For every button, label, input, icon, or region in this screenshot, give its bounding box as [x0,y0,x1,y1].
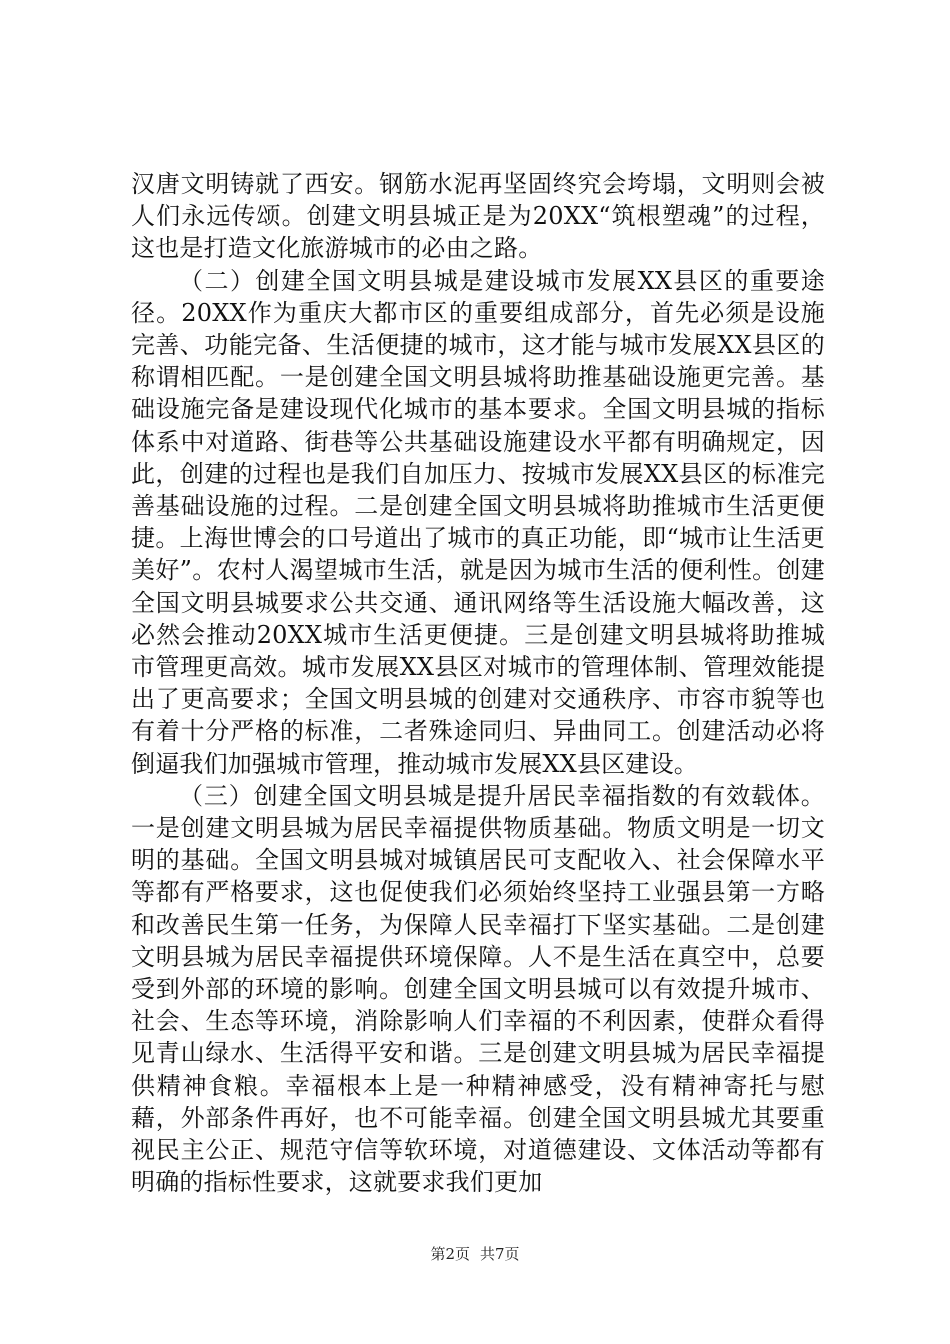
paragraph-section-2: （二）创建全国文明县城是建设城市发展XX县区的重要途径。20XX作为重庆大都市区的重要组成部分，首先必须是设施完善、功能完备、生活便捷的城市，这才能与城市发展XX县区的称谓相匹配。一是创建全国文明县城将助推基础设施更完善。基础设施完备是建设现代化城市的基本要求。全国文明县城的指标体系中对道路、街巷等公共基础设施建设水平都有明确规定，因此，创建的过程也是我们自加压力、按城市发展XX县区的标准完善基础设施的过程。二是创建全国文明县城将助推城市生活更便捷。上海世博会的口号道出了城市的真正功能，即“城市让生活更美好”。农村人渴望城市生活，就是因为城市生活的便利性。创建全国文明县城要求公共交通、通讯网络等生活设施大幅改善，这必然会推动20XX城市生活更便捷。三是创建文明县城将助推城市管理更高效。城市发展XX县区对城市的管理体制、管理效能提出了更高要求；全国文明县城的创建对交通秩序、市容市貌等也有着十分严格的标准，二者殊途同归、异曲同工。创建活动必将倒逼我们加强城市管理，推动城市发展XX县区建设。 [131,266,825,778]
document-body [131,168,825,1199]
paragraph-continuation: 汉唐文明铸就了西安。钢筋水泥再坚固终究会垮塌，文明则会被人们永远传颂。创建文明县城正是为20XX“筑根塑魂”的过程，这也是打造文化旅游城市的必由之路。 [131,170,825,263]
paragraph-section-3: （三）创建全国文明县城是提升居民幸福指数的有效载体。一是创建文明县城为居民幸福提供物质基础。物质文明是一切文明的基础。全国文明县城对城镇居民可支配收入、社会保障水平等都有严格要求，这也促使我们必须始终坚持工业强县第一方略和改善民生第一任务，为保障人民幸福打下坚实基础。二是创建文明县城为居民幸福提供环境保障。人不是生活在真空中，总要受到外部的环境的影响。创建全国文明县城可以有效提升城市、社会、生态等环境，消除影响人们幸福的不利因素，使群众看得见青山绿水、生活得平安和谐。三是创建文明县城为居民幸福提供精神食粮。幸福根本上是一种精神感受，没有精神寄托与慰藉，外部条件再好，也不可能幸福。创建全国文明县城尤其要重视民主公正、规范守信等软环境，对道德建设、文体活动等都有明确的指标性要求，这就要求我们更加 [131,781,825,1197]
page-number: 第2页 [430,1245,470,1263]
page-footer [0,1244,950,1264]
page-total: 共7页 [480,1245,520,1263]
